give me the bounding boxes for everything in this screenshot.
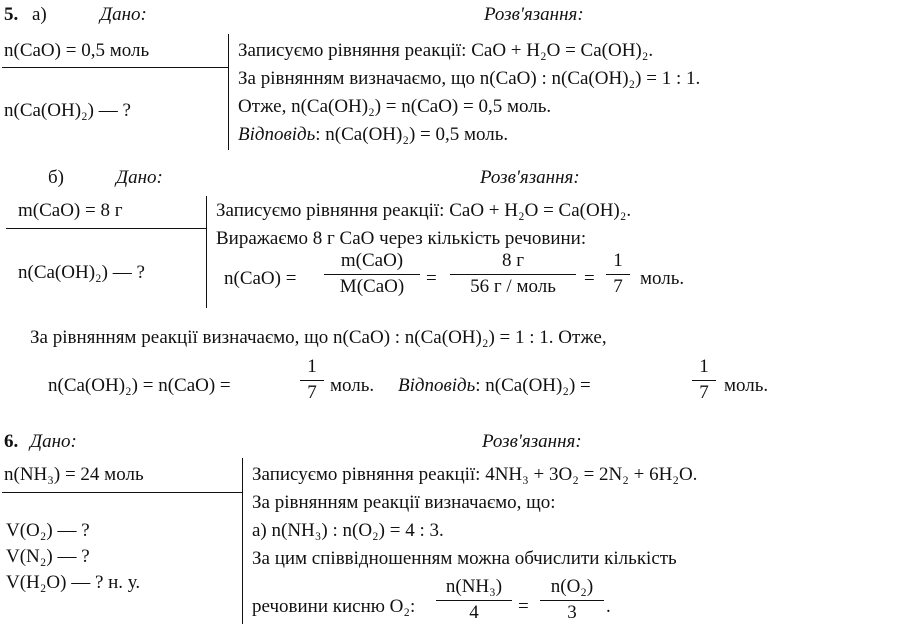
given-value: n(NH₃) = 24 моль [4,464,144,485]
fraction-denominator: 3 [567,602,577,623]
fraction-denominator: 56 г / моль [470,276,556,297]
part-a-label: а) [32,4,47,25]
find-value-1: V(O₂) — ? [6,520,90,541]
fraction-bar [692,380,716,381]
solution-line-5: речовини кисню O₂: [252,596,416,617]
solution-line-3: Отже, n(Ca(OH)₂) = n(CaO) = 0,5 моль. [238,96,552,117]
fraction-numerator: n(NH₃) [445,576,503,597]
fraction-numerator: 1 [699,356,709,377]
fraction-ammonia [436,576,512,623]
solution-line-1: Записуємо рівняння реакції: CaO + H₂O = Ca(OH)₂. [238,40,654,61]
solution-line-3: а) n(NH₃) : n(O₂) = 4 : 3. [252,520,444,541]
solution-line-2: Виражаємо 8 г CaO через кількість речовини: [216,228,587,249]
unit-label: моль. [724,375,769,396]
find-value-3: V(H₂O) — ? н. у. [6,572,141,593]
fraction-numerator: 1 [307,356,317,377]
conclusion-line: За рівнянням реакції визначаємо, що n(CaO) : n(Ca(OH)₂) = 1 : 1. Отже, [30,327,607,348]
fraction-denominator: 7 [307,382,317,403]
answer-text: : n(Ca(OH)₂) = 0,5 моль. [315,124,509,145]
fraction-denominator: 7 [699,382,709,403]
find-value: n(Ca(OH)₂) — ? [18,262,145,283]
solution-header: Розв'язання: [480,167,580,188]
given-header: Дано: [30,431,77,452]
solution-line-4: За цим співвідношенням можна обчислити кількість [252,548,677,569]
fraction-mass-over-molar-mass [324,250,420,297]
solution-line-2: За рівнянням реакції визначаємо, що: [252,492,556,513]
find-value: n(Ca(OH)₂) — ? [4,100,131,121]
fraction-result [300,356,324,403]
fraction-numerator: 8 г [501,250,525,271]
fraction-bar [300,380,324,381]
answer-label: Відповідь [398,375,476,396]
equals-sign: = [426,268,437,289]
given-solution-divider [206,196,207,308]
given-value: n(CaO) = 0,5 моль [4,40,150,61]
unit-label: моль. [330,375,375,396]
fraction-numerator: m(CaO) [340,250,404,271]
solution-line-1: Записуємо рівняння реакції: CaO + H₂O = Ca(OH)₂. [216,200,632,221]
formula-lhs: n(CaO) = [224,268,297,289]
given-divider [2,492,242,493]
answer-line [238,124,508,146]
result-lhs: n(Ca(OH)₂) = n(CaO) = [48,375,231,396]
fraction-bar [450,274,576,275]
equals-sign: = [518,596,529,617]
fraction-denominator: M(CaO) [339,276,405,297]
given-divider [2,67,228,68]
given-divider [6,228,206,229]
problem-5-number: 5. [4,4,19,25]
given-value: m(CaO) = 8 г [18,200,123,221]
sentence-end: . [606,596,611,617]
fraction-denominator: 7 [613,276,623,297]
solution-header: Розв'язання: [482,431,582,452]
answer-label: Відповідь [238,124,316,145]
equals-sign: = [584,268,595,289]
answer-line [398,375,591,397]
fraction-bar [540,600,604,601]
fraction-result [692,356,716,403]
answer-text: : n(Ca(OH)₂) = [475,375,591,396]
find-value-2: V(N₂) — ? [6,546,90,567]
solution-line-2: За рівнянням визначаємо, що n(CaO) : n(Ca(OH)₂) = 1 : 1. [238,68,701,89]
fraction-numerator: 1 [613,250,623,271]
fraction-result [606,250,630,297]
problem-6-number: 6. [4,431,19,452]
unit-label: моль. [640,268,685,289]
solution-header: Розв'язання: [484,4,584,25]
part-b-label: б) [48,167,64,188]
given-solution-divider [242,458,243,624]
fraction-oxygen [540,576,604,623]
solution-line-1: Записуємо рівняння реакції: 4NH₃ + 3O₂ = 2N₂ + 6H₂O. [252,464,698,485]
fraction-bar [324,274,420,275]
fraction-numerator: n(O₂) [550,576,594,597]
given-solution-divider [228,34,229,150]
given-header: Дано: [116,167,163,188]
given-header: Дано: [100,4,147,25]
fraction-denominator: 4 [469,602,479,623]
fraction-values [450,250,576,297]
fraction-bar [436,600,512,601]
fraction-bar [606,274,630,275]
